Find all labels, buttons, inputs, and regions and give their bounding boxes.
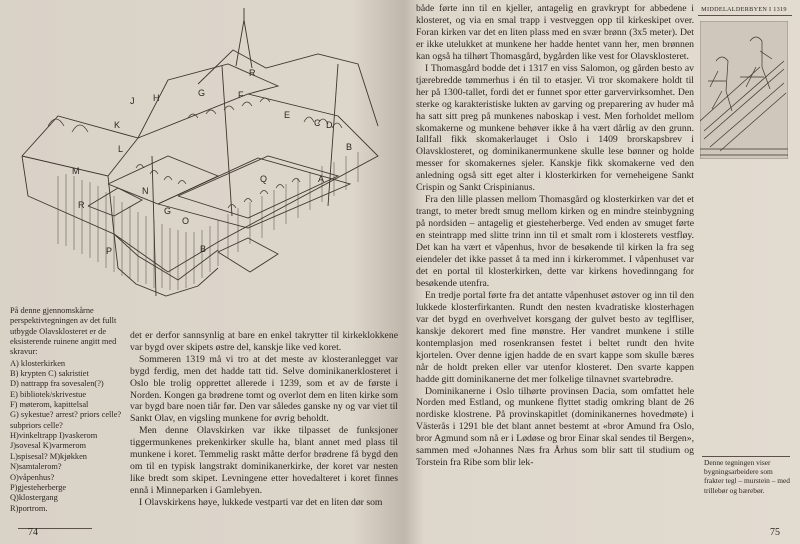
caption-item: Q)klostergang: [10, 493, 58, 503]
running-head-rule: [698, 15, 792, 16]
label-F: F: [238, 90, 244, 100]
caption-item: G) sykestue? arrest? priors celle? subpriors celle?: [10, 410, 122, 430]
caption-item: E) bibliotek/skrivestue: [10, 389, 87, 399]
monastery-perspective-drawing: [18, 6, 396, 302]
caption-item: R)portrom.: [10, 503, 48, 513]
illustration-caption: [10, 306, 122, 514]
label-D: D: [326, 120, 333, 130]
woodcut-illustration: [700, 21, 788, 159]
label-L: L: [118, 144, 124, 154]
right-body-text: [416, 3, 694, 469]
paragraph: Men denne Olavskirken var ikke tilpasset de funksjoner tiggermunkenes prekenkirker skulle ha, blant annet med plass til munkene i koret. Temmelig raskt måtte derfor brødrene få bygd den om til en typisk langstrakt dominikanerkirke, der koret var nesten like bredt som skipet. Levningene etter hovedalteret i koret finnes ennå i Minneparken i Gamlebyen.: [130, 425, 398, 496]
label-B-right: B: [346, 142, 353, 152]
label-H: H: [153, 93, 160, 103]
caption-item: H)vinkeltrapp I)vaskerom: [10, 431, 98, 441]
caption-item: L)spisesal? M)kjøkken: [10, 451, 87, 461]
label-Q: Q: [260, 174, 268, 184]
caption-item: D) nattrapp fra sovesalen(?): [10, 379, 104, 389]
caption-item: P)gjesteherberge: [10, 482, 67, 492]
woodcut-caption: Denne tegningen viser bygningsarbeidere som frakter tegl – murstein – med trillebør og bærebør.: [704, 458, 790, 495]
paragraph: I Thomasgård bodde det i 1317 en viss Salomon, og gården besto av tjærebredde tømmerhus i én til to etasjer. Vi tror skomakere holdt til her på 1300-tallet, fordi det er funnet spor etter garvervirksomhet. Den sterke og karakteristiske lukten av garving og preparering av huder må ha satt sitt preg på munkenes naboskap i vest. Men forholdet mellom skomakerne og munkene behøver ikke å ha vært dårlig av den grunn. Iallfall fikk skomakerlauget i Oslo i 1409 brorskapsbrev i Olavsklosteret, og dominikanermunkene skulle lese bønner og holde messer for skomakernes sjeler. Kanskje fikk skomakerne ved den anledning også sitt eget alter i klosterkirken for verneheigene Sankt Crispin og Sankt Crispinianus.: [416, 62, 694, 194]
label-G-top: G: [198, 88, 206, 98]
page-number: 75: [770, 527, 780, 538]
label-N: N: [142, 186, 149, 196]
caption-intro: På denne gjennomskårne perspektivtegningen av det fullt utbygde Olavsklosteret er de eksisterende ruinene angitt med skravur:: [10, 306, 117, 357]
left-body-text: [130, 330, 398, 509]
label-B-bottom: B: [200, 244, 207, 254]
label-R-left: R: [78, 200, 85, 210]
paragraph: det er derfor sannsynlig at bare en enkel takrytter til kirkeklokkene var bygd over skipets østre del, kanskje like ved koret.: [130, 330, 398, 353]
paragraph: både førte inn til en kjeller, antagelig en gravkrypt for abbedene i klosteret, og via en smal trapp i vestveggen opp til kirkeskipet over. Foran kirken var det en liten plass med en svær brønn (3x5 meter). Det er ikke utelukket at munkene her hadde hentet vann her, men brønnen kan også ha tilhørt Thomasgård, bygården like vest for Olavsklosteret.: [416, 3, 694, 62]
woodcut-caption-rule: [702, 456, 790, 457]
label-R-top: R: [249, 68, 256, 78]
caption-item: J)sovesal K)varmerom: [10, 441, 87, 451]
label-O: O: [182, 216, 190, 226]
paragraph: En tredje portal førte fra det antatte våpenhuset østover og inn til den lukkede klosterfirkanten. Rundt den nesten kvadratiske klosterhagen var det bygd en overhvelvet korsgang der gulvet besto av teglfliser, kanskje dekorert med fine mønstre. Her vandret munkene i stille kontemplasjon med rosenkransen festet i beltet rundt den hvite kjortelen. Over denne igjen hadde de en svart kappe som skulle bæres når de holdt preken eller var utenfor klosteret. Den svarte kappen hadde gitt dominikanerne det mer folkelige tilnavnet svartebrødre.: [416, 289, 694, 385]
paragraph: I Olavskirkens høye, lukkede vestparti var det en liten dør som: [139, 496, 383, 508]
paragraph: Dominikanerne i Oslo tilhørte provinsen Dacia, som omfattet hele Norden med Estland, og munkene flyttet stadig omkring blant de 26 nordiske klostrene. På provinskapitlet (dominikanernes hovedmøte) i Västerås i 1291 ble det blant annet bestemt at «bror Amund fra Oslo, bror Agmund som nå er i Lødøse og bror Einar skal sendes til Bergen», sammen med «Johannes Næs fra Århus som blir satt til studium og Torstein fra Ribe som blir lek-: [416, 385, 694, 469]
right-page: [404, 0, 800, 544]
label-A: A: [318, 174, 325, 184]
label-C: C: [314, 118, 321, 128]
paragraph: Fra den lille plassen mellom Thomasgård og klosterkirken var det et trangt, to meter bredt smug mellom kirken og en mindre steinbygning på nordsiden – antagelig et giesteherberge. Ved enden av smuget førte en steintrapp med slitte trinn inn til et smalt rom i klosterets vestfløy. Det kan ha vært et våpenhus, hvor de besøkende til kirken la fra seg eiendeler det ikke passet å ta med inn i kirkerommet. I våpenhuset var det en portal til klosterkirken, dette var kirkens hovedinngang for besøkende utenfra.: [416, 194, 694, 289]
label-E: E: [284, 110, 291, 120]
paragraph: Sommeren 1319 må vi tro at det meste av klosteranlegget var bygd ferdig, men det hadde tatt tid. Selve dominikanerklosteret i Oslo ble trolig opprettet allerede i 1239, som et av de første i Norden. Kongen ga brødrene tomt og overlot dem en liten kirke som var bygd bare noen tiår før. Den var således ganske ny og var viet til Sankt Olav, en vigsling munkene for øvrig beholdt.: [130, 353, 398, 425]
caption-item: B) krypten C) sakristiet: [10, 369, 89, 379]
caption-item: F) møterom, kapittelsal: [10, 400, 89, 410]
caption-item: A) klosterkirken: [10, 358, 66, 368]
caption-item: O)våpenhus?: [10, 472, 55, 482]
label-K: K: [114, 120, 121, 130]
running-head: MIDDELALDERBYEN I 1319: [701, 6, 787, 13]
page-number: 74: [28, 527, 38, 538]
caption-item: N)samtalerom?: [10, 462, 62, 472]
label-P: P: [106, 246, 113, 256]
label-M: M: [72, 166, 80, 176]
label-G-mid: G: [164, 206, 172, 216]
label-J: J: [130, 96, 135, 106]
